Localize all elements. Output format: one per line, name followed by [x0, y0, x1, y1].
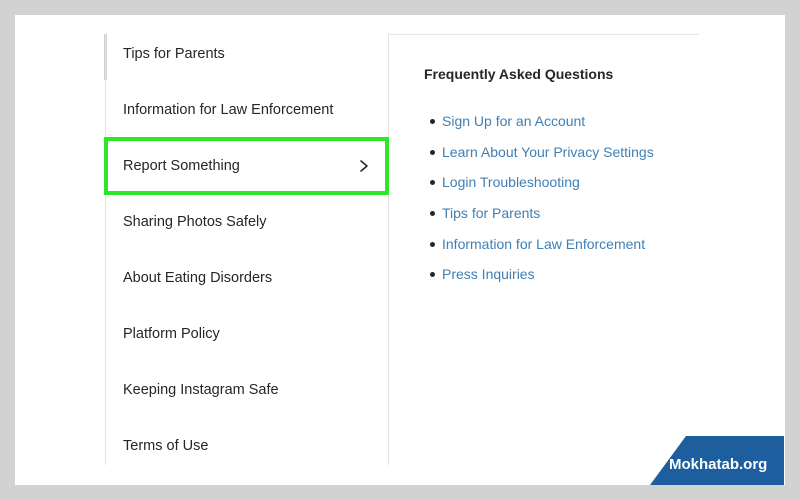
sidebar-item-label: Platform Policy [123, 326, 220, 342]
bullet-icon [430, 272, 435, 277]
watermark-text: Mokhatab.org [669, 456, 768, 473]
sidebar-item-label: About Eating Disorders [123, 270, 273, 286]
list-item [442, 198, 654, 229]
sidebar-item-label: Tips for Parents [123, 46, 225, 62]
sidebar-item-report-something[interactable] [104, 137, 389, 195]
list-item [442, 106, 654, 137]
bullet-icon [430, 119, 435, 124]
faq-link-login-troubleshooting[interactable]: Login Troubleshooting [442, 174, 580, 191]
list-item [442, 259, 654, 290]
faq-heading: Frequently Asked Questions [424, 66, 614, 82]
list-item [442, 228, 654, 259]
faq-link-list [442, 106, 654, 290]
bullet-icon [430, 180, 435, 185]
sidebar-item-about-eating-disorders[interactable] [106, 250, 389, 306]
faq-panel [390, 34, 700, 334]
sidebar-item-label: Information for Law Enforcement [123, 102, 334, 118]
bullet-icon [430, 211, 435, 216]
chevron-right-icon [357, 159, 371, 173]
sidebar-item-label: Sharing Photos Safely [123, 214, 267, 230]
sidebar-item-label: Keeping Instagram Safe [123, 382, 279, 398]
faq-link-sign-up[interactable]: Sign Up for an Account [442, 113, 586, 130]
sidebar-item-sharing-photos-safely[interactable] [106, 194, 389, 250]
list-item [442, 167, 654, 198]
sidebar-item-terms-of-use[interactable] [106, 418, 389, 474]
bullet-icon [430, 150, 435, 155]
sidebar-item-platform-policy[interactable] [106, 306, 389, 362]
faq-link-law-enforcement[interactable]: Information for Law Enforcement [442, 235, 646, 252]
list-item [442, 137, 654, 168]
sidebar-item-information-for-law-enforcement[interactable] [106, 82, 389, 138]
sidebar-item-label: Terms of Use [123, 438, 209, 454]
bullet-icon [430, 242, 435, 247]
faq-link-privacy-settings[interactable]: Learn About Your Privacy Settings [442, 143, 654, 160]
faq-link-tips-for-parents[interactable]: Tips for Parents [442, 205, 541, 222]
help-sidebar [105, 34, 389, 465]
sidebar-item-tips-for-parents[interactable] [106, 26, 389, 82]
sidebar-item-keeping-instagram-safe[interactable] [106, 362, 389, 418]
sidebar-item-label: Report Something [123, 158, 240, 174]
faq-link-press-inquiries[interactable]: Press Inquiries [442, 266, 535, 283]
